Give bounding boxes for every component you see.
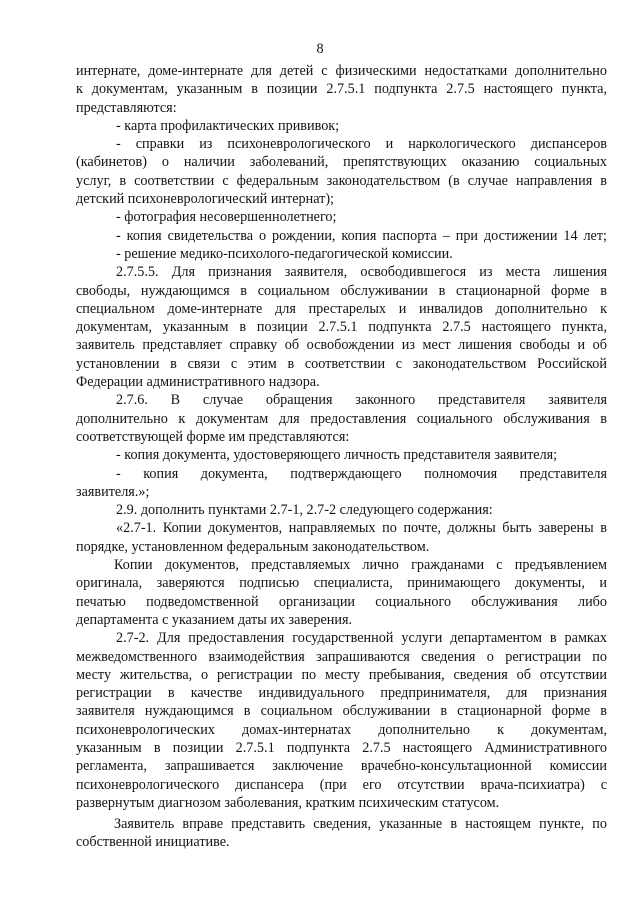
text-line: документам, указанным в позиции 2.7.5.1 подпункта 2.7.5 настоящего пункта,: [76, 319, 607, 336]
text-line: оригинала, заверяются подписью специалиста, принимающего документы, и: [76, 575, 607, 592]
text-line: Федерации административного надзора.: [76, 374, 320, 391]
text-line: развернутым диагнозом заболевания, кратким психическим статусом.: [76, 794, 500, 811]
text-line: регламента, запрашивается заключение врачебно-консультационной комиссии: [76, 758, 607, 775]
text-line: дополнительно к документам для предоставления социального обслуживания в: [76, 410, 607, 427]
text-line: услуг, в соответствии с федеральным законодательством (в случае направления в: [76, 172, 607, 189]
text-line: к документам, указанным в позиции 2.7.5.1 подпункта 2.7.5 настоящего пункта,: [76, 81, 607, 98]
text-line: - копия документа, подтверждающего полномочия представителя: [116, 465, 607, 482]
text-line: заявитель представляет справку об освобождении из мест лишения свободы и об: [76, 337, 607, 354]
text-line: психоневрологического диспансера (при его отсутствии врача-психиатра) с: [76, 776, 607, 793]
text-line: 2.7-2. Для предоставления государственной услуги департаментом в рамках: [116, 630, 607, 647]
text-line: - решение медико-психолого-педагогической комиссии.: [116, 245, 453, 262]
text-line: - справки из психоневрологического и наркологического диспансеров: [116, 136, 607, 153]
text-line: установлении в связи с этим в соответствии с законодательством Российской: [76, 355, 607, 372]
text-line: порядке, установленном федеральным законодательством.: [76, 538, 430, 555]
text-line: указанным в позиции 2.7.5.1 подпункта 2.7.5 настоящего Административного: [76, 739, 607, 756]
text-line: - копия свидетельства о рождении, копия паспорта – при достижении 14 лет;: [116, 227, 607, 244]
page-number: 8: [316, 41, 324, 57]
text-line: Копии документов, представляемых лично гражданами с предъявлением: [114, 557, 607, 574]
text-line: межведомственного взаимодействия запрашиваются сведения о регистрации по: [76, 648, 607, 665]
text-line: регистрации в качестве индивидуального предпринимателя, для признания: [76, 685, 607, 702]
text-line: Заявитель вправе представить сведения, указанные в настоящем пункте, по: [114, 816, 607, 833]
text-line: департамента с указанием даты их заверения.: [76, 611, 353, 628]
text-line: свободы, нуждающимся в социальном обслуживании в стационарной форме в: [76, 282, 607, 299]
text-line: собственной инициативе.: [76, 834, 230, 851]
text-line: (кабинетов) о наличии заболеваний, препятствующих оказанию социальных: [76, 154, 607, 171]
text-line: интернате, доме-интернате для детей с физическими недостатками дополнительно: [76, 63, 607, 79]
text-line: «2.7-1. Копии документов, направляемых по почте, должны быть заверены в: [116, 520, 607, 537]
text-line: 2.9. дополнить пунктами 2.7-1, 2.7-2 следующего содержания:: [116, 502, 493, 519]
text-line: заявителя.»;: [76, 483, 150, 500]
text-line: представляются:: [76, 99, 177, 116]
text-line: детский психоневрологический интернат);: [76, 191, 334, 208]
text-line: специальном доме-интернате для престарелых и инвалидов дополнительно к: [76, 300, 607, 317]
text-line: - копия документа, удостоверяющего личность представителя заявителя;: [116, 447, 558, 464]
text-line: печатью подведомственной организации социального обслуживания либо: [76, 593, 607, 610]
text-line: психоневрологических домах-интернатах дополнительно к документам,: [76, 721, 607, 738]
text-line: соответствующей форме им представляются:: [76, 428, 350, 445]
text-line: 2.7.6. В случае обращения законного представителя заявителя: [116, 392, 607, 409]
text-line: - фотография несовершеннолетнего;: [116, 209, 337, 226]
document-body: [76, 62, 607, 852]
text-line: - карта профилактических прививок;: [116, 117, 340, 134]
text-line: заявителя нуждающимся в социальном обслуживании в стационарной форме в: [76, 703, 607, 720]
text-line: месту жительства, о регистрации по месту пребывания, сведения об отсутствии: [76, 666, 607, 683]
text-line: 2.7.5.5. Для признания заявителя, освободившегося из места лишения: [116, 264, 607, 281]
